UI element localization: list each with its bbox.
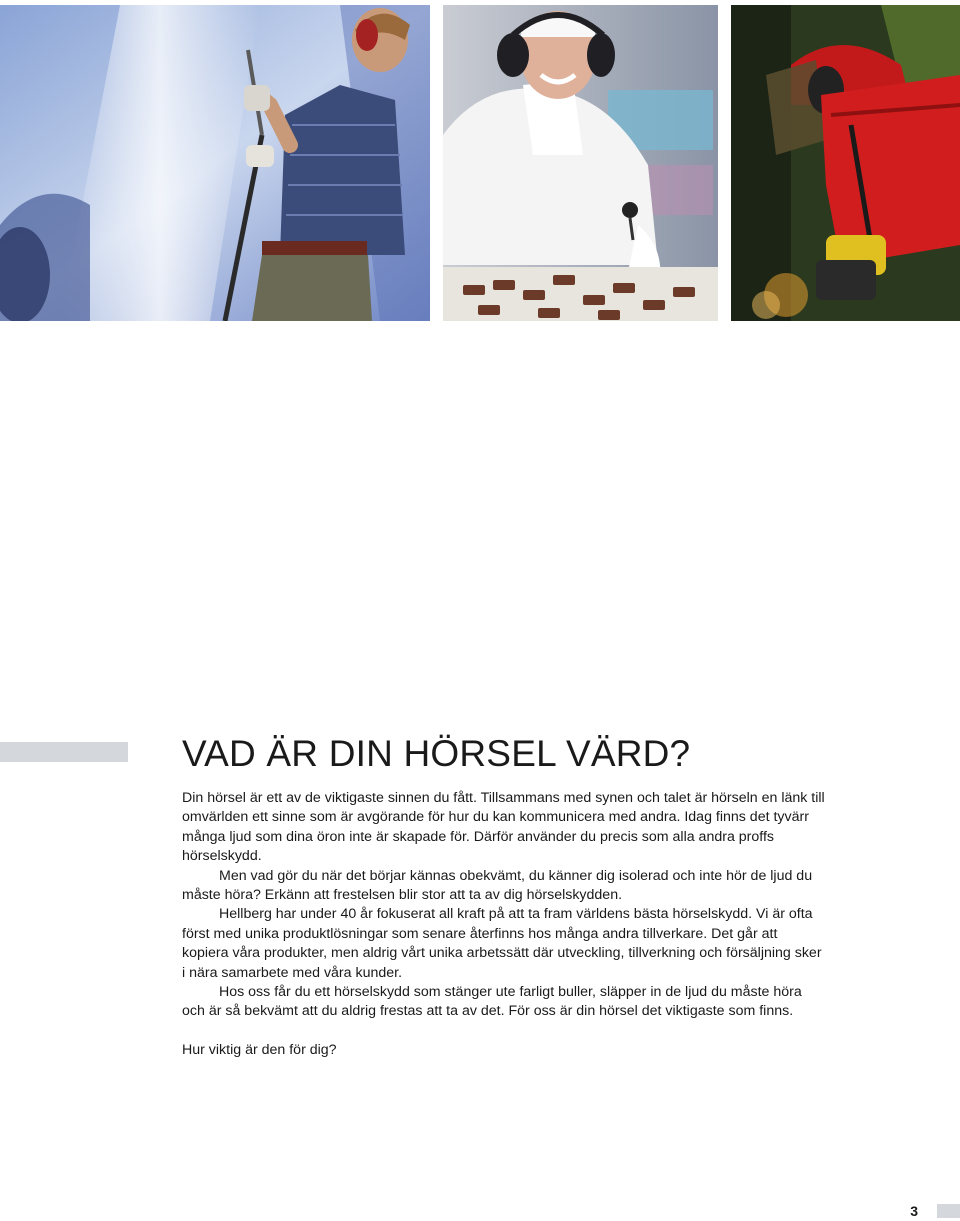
photo-food-worker-smiling <box>443 5 718 321</box>
page-title: VAD ÄR DIN HÖRSEL VÄRD? <box>182 733 691 774</box>
photo-worker-pressure-washing <box>0 5 430 321</box>
page-number: 3 <box>910 1203 918 1219</box>
closing-question: Hur viktig är den för dig? <box>182 1042 337 1059</box>
paragraph-promise: Hos oss får du ett hörselskydd som stänger ute farligt buller, släpper in de ljud du måste höra och är så bekvämt att du aldrig frestas att ta av det. För oss är din hörsel det viktigaste som finns. <box>182 984 802 1020</box>
paragraph-discomfort: Men vad gör du när det börjar kännas obekvämt, du känner dig isolerad och inte hör de ljud du måste höra? Erkänn att frestelsen blir stor att ta av dig hörselskydden. <box>182 867 813 904</box>
paragraph-hellberg: Hellberg har under 40 år fokuserat all kraft på att ta fram världens bästa hörselskydd. Vi är ofta först med unika produktlösningar som senare återfinns hos många andra tillverkare. Det går att kopiera våra produkter, men aldrig vårt unika arbetssätt där utveckling, tillverkning och försäljning sker i nära samarbete med våra kunder. <box>182 906 822 981</box>
photo-forestry-worker-chainsaw <box>731 5 960 321</box>
section-accent-bar <box>0 742 128 762</box>
paragraph-intro: Din hörsel är ett av de viktigaste sinnen du fått. Tillsammans med synen och talet är hörseln en länk till omvärlden ett sinne som är avgörande för hur du kan kommunicera med andra. Idag finns det tyvärr många ljud som dina öron inte är skapade för. Därför använder du precis som alla andra proffs hörselskydd. <box>182 790 825 865</box>
page-tab <box>937 1204 960 1218</box>
body-text <box>182 789 827 1061</box>
